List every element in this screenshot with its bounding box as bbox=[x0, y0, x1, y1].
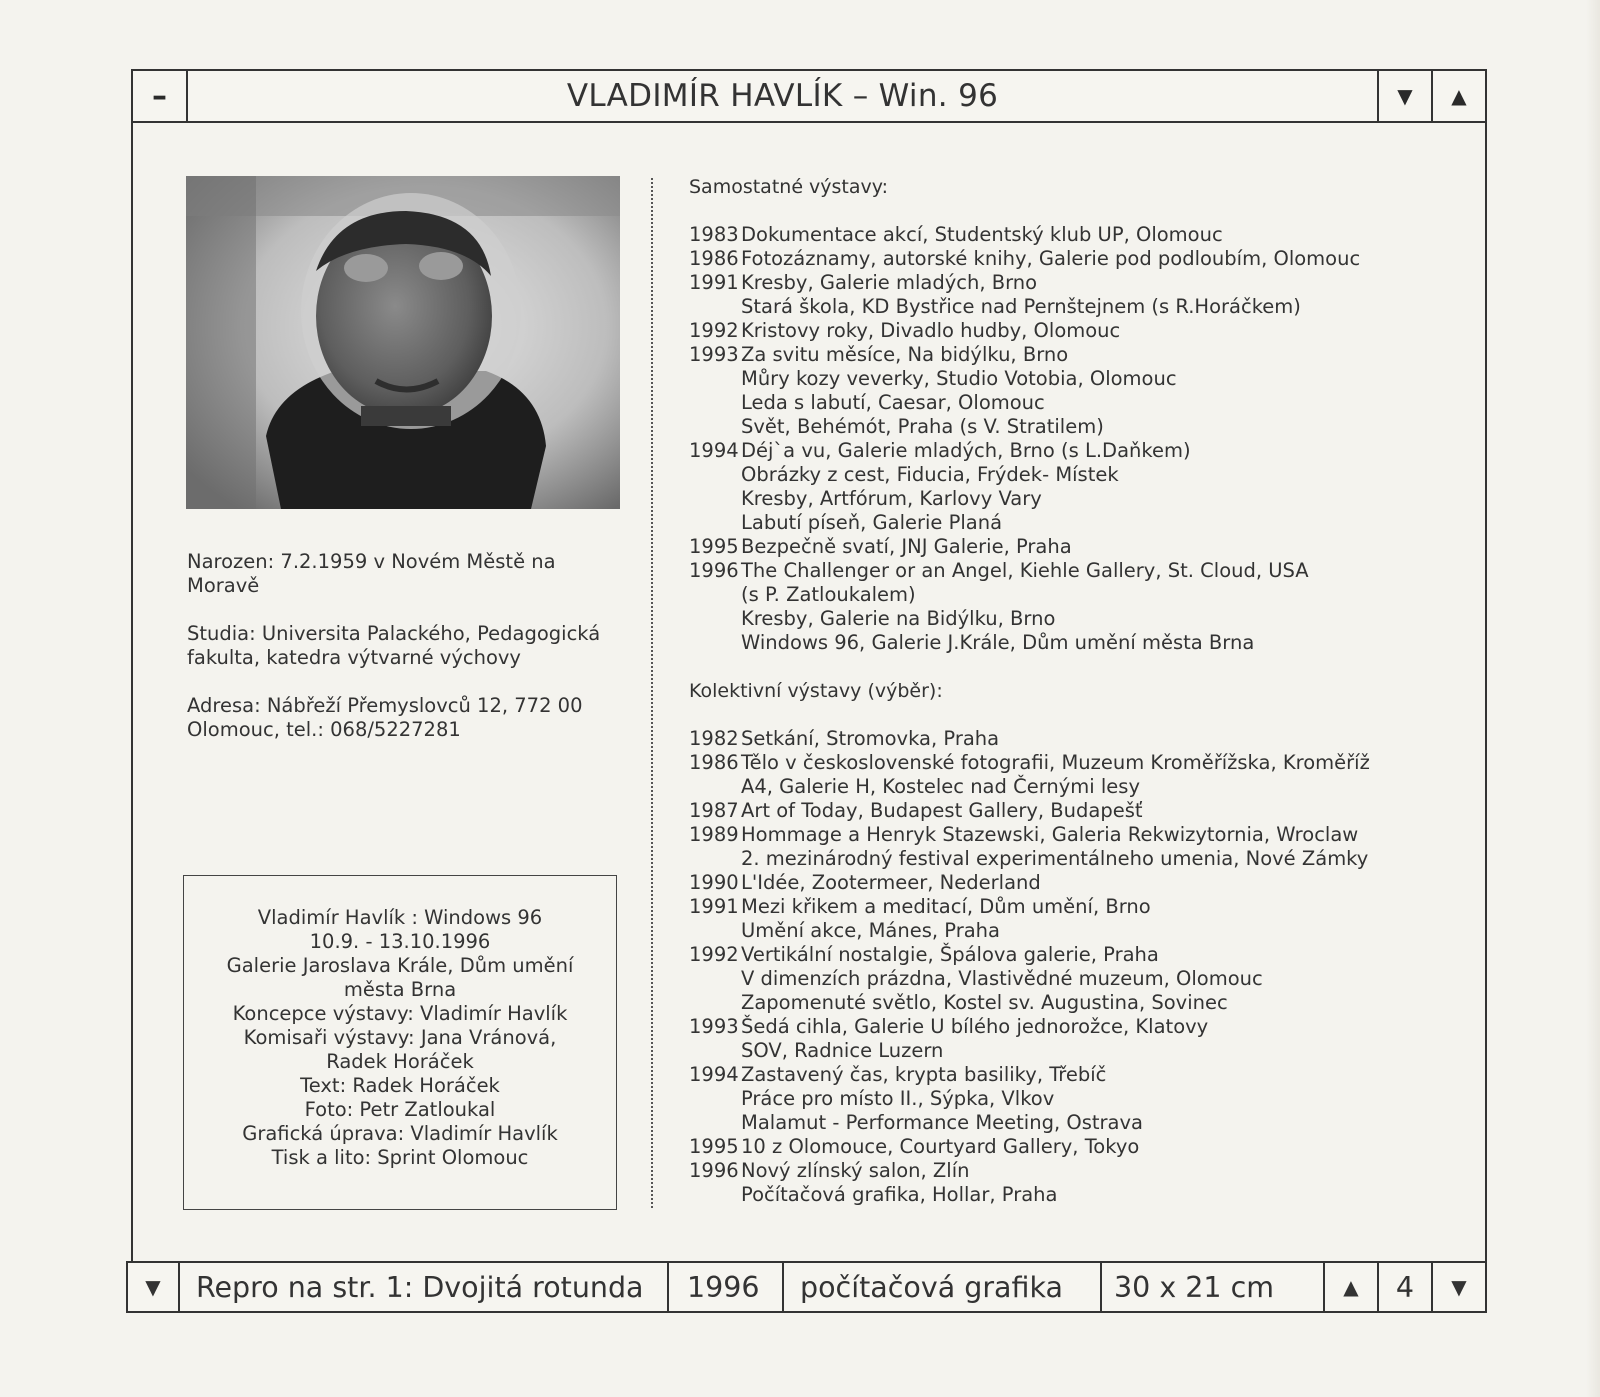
column-divider bbox=[651, 178, 653, 1208]
exhibition-year bbox=[689, 511, 741, 535]
exhibition-year bbox=[689, 1087, 741, 1111]
credit-line: Tisk a lito: Sprint Olomouc bbox=[271, 1146, 529, 1169]
group-exhibitions-heading: Kolektivní výstavy (výběr): bbox=[689, 680, 943, 702]
page-number: 4 bbox=[1379, 1263, 1433, 1311]
credit-line: města Brna bbox=[343, 978, 457, 1001]
exhibition-year bbox=[689, 415, 741, 439]
exhibition-entry bbox=[689, 271, 1429, 295]
exhibition-year bbox=[689, 367, 741, 391]
exhibition-entry bbox=[689, 535, 1429, 559]
exhibition-year: 1994 bbox=[689, 439, 739, 462]
bio-studies-text: Studia: Universita Palackého, Pedagogická fakulta, katedra výtvarné výchovy bbox=[187, 622, 601, 669]
exhibition-entry bbox=[689, 583, 1429, 607]
exhibition-year bbox=[689, 487, 741, 511]
credit-line: Text: Radek Horáček bbox=[300, 1074, 500, 1097]
exhibition-text: Stará škola, KD Bystřice nad Pernštejnem (s R.Horáčkem) bbox=[741, 295, 1301, 318]
exhibition-entry bbox=[689, 223, 1429, 247]
exhibition-text: SOV, Radnice Luzern bbox=[741, 1039, 944, 1062]
exhibition-year bbox=[689, 775, 741, 799]
exhibition-entry bbox=[689, 1039, 1429, 1063]
exhibition-entry bbox=[689, 727, 1429, 751]
exhibition-entry bbox=[689, 823, 1429, 847]
group-exhibitions-list bbox=[689, 727, 1429, 1207]
exhibition-year bbox=[689, 967, 741, 991]
exhibition-entry bbox=[689, 847, 1429, 871]
exhibition-entry bbox=[689, 1111, 1429, 1135]
exhibition-year bbox=[689, 295, 741, 319]
bio-born bbox=[187, 550, 617, 598]
exhibition-year bbox=[689, 391, 741, 415]
exhibition-entry bbox=[689, 343, 1429, 367]
exhibition-text: Leda s labutí, Caesar, Olomouc bbox=[741, 391, 1045, 414]
exhibition-entry bbox=[689, 919, 1429, 943]
exhibition-year bbox=[689, 919, 741, 943]
exhibition-text: Dokumentace akcí, Studentský klub UP, Olomouc bbox=[741, 223, 1223, 246]
exhibition-text: Art of Today, Budapest Gallery, Budapešť bbox=[741, 799, 1143, 822]
exhibition-year bbox=[689, 1111, 741, 1135]
exhibition-entry bbox=[689, 559, 1429, 583]
exhibition-text: Windows 96, Galerie J.Krále, Dům umění města Brna bbox=[741, 631, 1255, 654]
exhibition-text: Obrázky z cest, Fiducia, Frýdek- Místek bbox=[741, 463, 1119, 486]
exhibition-year: 1993 bbox=[689, 1015, 739, 1038]
exhibition-entry bbox=[689, 1159, 1429, 1183]
exhibition-year bbox=[689, 991, 741, 1015]
window-frame-right bbox=[1485, 121, 1487, 1263]
exhibition-year: 1982 bbox=[689, 727, 739, 750]
bio-address-text: Adresa: Nábřeží Přemyslovců 12, 772 00 Olomouc, tel.: 068/5227281 bbox=[187, 694, 583, 741]
exhibition-text: Zapomenuté světlo, Kostel sv. Augustina, Sovinec bbox=[741, 991, 1228, 1014]
exhibition-text: (s P. Zatloukalem) bbox=[741, 583, 916, 606]
exhibition-entry bbox=[689, 391, 1429, 415]
solo-exhibitions-list bbox=[689, 223, 1429, 655]
exhibition-entry bbox=[689, 967, 1429, 991]
exhibition-text: Fotozáznamy, autorské knihy, Galerie pod podloubím, Olomouc bbox=[741, 247, 1361, 270]
exhibition-text: Za svitu měsíce, Na bidýlku, Brno bbox=[741, 343, 1069, 366]
exhibition-year: 1995 bbox=[689, 1135, 739, 1158]
credit-line: 10.9. - 13.10.1996 bbox=[309, 930, 491, 953]
exhibition-entry bbox=[689, 775, 1429, 799]
exhibition-entry bbox=[689, 1183, 1429, 1207]
exhibition-year: 1992 bbox=[689, 943, 739, 966]
exhibition-text: Tělo v československé fotografii, Muzeum Kroměřížska, Kroměříž bbox=[741, 751, 1370, 774]
status-down-button[interactable]: ▼ bbox=[128, 1263, 180, 1311]
exhibition-year: 1996 bbox=[689, 1159, 739, 1182]
credit-line: Foto: Petr Zatloukal bbox=[304, 1098, 496, 1121]
exhibition-text: 10 z Olomouce, Courtyard Gallery, Tokyo bbox=[741, 1135, 1140, 1158]
exhibition-text: Nový zlínský salon, Zlín bbox=[741, 1159, 970, 1182]
exhibition-entry bbox=[689, 871, 1429, 895]
exhibition-year: 1995 bbox=[689, 535, 739, 558]
exhibition-year bbox=[689, 847, 741, 871]
exhibition-text: Mezi křikem a meditací, Dům umění, Brno bbox=[741, 895, 1151, 918]
exhibition-entry bbox=[689, 1063, 1429, 1087]
page-up-button[interactable]: ▲ bbox=[1325, 1263, 1379, 1311]
status-size: 30 x 21 cm bbox=[1102, 1263, 1325, 1311]
exhibition-year: 1986 bbox=[689, 247, 739, 270]
exhibition-text: Šedá cihla, Galerie U bílého jednorožce, Klatovy bbox=[741, 1015, 1209, 1038]
exhibition-entry bbox=[689, 1015, 1429, 1039]
bio-studies bbox=[187, 622, 617, 670]
exhibition-text: Zastavený čas, krypta basiliky, Třebíč bbox=[741, 1063, 1107, 1086]
artist-portrait-photo bbox=[186, 176, 620, 509]
credit-line: Galerie Jaroslava Krále, Dům umění bbox=[226, 954, 574, 977]
exhibition-entry bbox=[689, 415, 1429, 439]
page-edge bbox=[1586, 0, 1600, 1397]
status-repro: Repro na str. 1: Dvojitá rotunda bbox=[180, 1263, 669, 1311]
exhibition-entry bbox=[689, 319, 1429, 343]
exhibition-year: 1991 bbox=[689, 271, 739, 294]
exhibition-entry bbox=[689, 295, 1429, 319]
exhibition-entry bbox=[689, 943, 1429, 967]
exhibition-entry bbox=[689, 799, 1429, 823]
exhibition-year: 1987 bbox=[689, 799, 739, 822]
exhibition-text: Kresby, Galerie na Bidýlku, Brno bbox=[741, 607, 1056, 630]
exhibition-text: Kristovy roky, Divadlo hudby, Olomouc bbox=[741, 319, 1121, 342]
exhibition-text: L'Idée, Zootermeer, Nederland bbox=[741, 871, 1041, 894]
exhibition-year bbox=[689, 631, 741, 655]
exhibition-text: Labutí píseň, Galerie Planá bbox=[741, 511, 1003, 534]
exhibition-year bbox=[689, 463, 741, 487]
credit-line: Vladimír Havlík : Windows 96 bbox=[257, 906, 543, 929]
exhibition-text: Umění akce, Mánes, Praha bbox=[741, 919, 1000, 942]
window-title-bar bbox=[131, 69, 1487, 123]
exhibition-year bbox=[689, 607, 741, 631]
status-technique: počítačová grafika bbox=[784, 1263, 1102, 1311]
exhibition-text: The Challenger or an Angel, Kiehle Gallery, St. Cloud, USA bbox=[741, 559, 1309, 582]
credit-line: Grafická úprava: Vladimír Havlík bbox=[242, 1122, 558, 1145]
exhibition-year: 1986 bbox=[689, 751, 739, 774]
bio-born-text: Narozen: 7.2.1959 v Novém Městě na Moravě bbox=[187, 550, 556, 597]
credit-line: Koncepce výstavy: Vladimír Havlík bbox=[232, 1002, 568, 1025]
exhibition-year: 1996 bbox=[689, 559, 739, 582]
exhibition-text: 2. mezinárodný festival experimentálneho umenia, Nové Zámky bbox=[741, 847, 1369, 870]
exhibition-text: V dimenzích prázdna, Vlastivědné muzeum, Olomouc bbox=[741, 967, 1263, 990]
credit-line: Komisaři výstavy: Jana Vránová, bbox=[243, 1026, 557, 1049]
window-frame-left bbox=[131, 121, 133, 1263]
minimize-button[interactable]: – bbox=[133, 71, 188, 121]
window-title: VLADIMÍR HAVLÍK – Win. 96 bbox=[566, 78, 999, 114]
exhibition-year bbox=[689, 583, 741, 607]
exhibition-text: Práce pro místo II., Sýpka, Vlkov bbox=[741, 1087, 1055, 1110]
scroll-up-button[interactable]: ▲ bbox=[1431, 71, 1485, 121]
bio-address bbox=[187, 694, 617, 742]
status-bar bbox=[126, 1261, 1487, 1313]
solo-exhibitions-heading: Samostatné výstavy: bbox=[689, 176, 889, 198]
exhibition-text: Počítačová grafika, Hollar, Praha bbox=[741, 1183, 1058, 1206]
exhibition-entry bbox=[689, 1135, 1429, 1159]
exhibition-year: 1990 bbox=[689, 871, 739, 894]
exhibition-entry bbox=[689, 607, 1429, 631]
exhibition-text: Bezpečně svatí, JNJ Galerie, Praha bbox=[741, 535, 1072, 558]
exhibition-entry bbox=[689, 367, 1429, 391]
exhibition-year: 1994 bbox=[689, 1063, 739, 1086]
exhibition-year: 1989 bbox=[689, 823, 739, 846]
exhibition-text: Setkání, Stromovka, Praha bbox=[741, 727, 1000, 750]
exhibition-text: Kresby, Artfórum, Karlovy Vary bbox=[741, 487, 1042, 510]
exhibition-entry bbox=[689, 895, 1429, 919]
exhibition-credits-box bbox=[183, 875, 617, 1210]
exhibition-text: Můry kozy veverky, Studio Votobia, Olomouc bbox=[741, 367, 1177, 390]
exhibition-entry bbox=[689, 487, 1429, 511]
exhibition-entry bbox=[689, 511, 1429, 535]
exhibition-text: Kresby, Galerie mladých, Brno bbox=[741, 271, 1038, 294]
exhibition-text: A4, Galerie H, Kostelec nad Černými lesy bbox=[741, 775, 1140, 798]
exhibition-entry bbox=[689, 751, 1429, 775]
exhibition-text: Hommage a Henryk Stazewski, Galeria Rekwizytornia, Wroclaw bbox=[741, 823, 1359, 846]
status-year: 1996 bbox=[669, 1263, 784, 1311]
exhibition-year: 1991 bbox=[689, 895, 739, 918]
exhibition-year: 1993 bbox=[689, 343, 739, 366]
scroll-down-button[interactable]: ▼ bbox=[1377, 71, 1431, 121]
exhibition-text: Svět, Behémót, Praha (s V. Stratilem) bbox=[741, 415, 1104, 438]
exhibition-entry bbox=[689, 247, 1429, 271]
exhibition-year: 1983 bbox=[689, 223, 739, 246]
exhibition-entry bbox=[689, 631, 1429, 655]
exhibition-text: Déj`a vu, Galerie mladých, Brno (s L.Daňkem) bbox=[741, 439, 1191, 462]
page-down-button[interactable]: ▼ bbox=[1451, 1275, 1467, 1299]
exhibition-entry bbox=[689, 991, 1429, 1015]
credit-line: Radek Horáček bbox=[326, 1050, 474, 1073]
exhibition-text: Vertikální nostalgie, Špálova galerie, Praha bbox=[741, 943, 1159, 966]
exhibition-entry bbox=[689, 463, 1429, 487]
exhibition-entry bbox=[689, 439, 1429, 463]
exhibition-text: Malamut - Performance Meeting, Ostrava bbox=[741, 1111, 1143, 1134]
exhibition-year: 1992 bbox=[689, 319, 739, 342]
exhibition-year bbox=[689, 1039, 741, 1063]
exhibition-year bbox=[689, 1183, 741, 1207]
exhibition-entry bbox=[689, 1087, 1429, 1111]
